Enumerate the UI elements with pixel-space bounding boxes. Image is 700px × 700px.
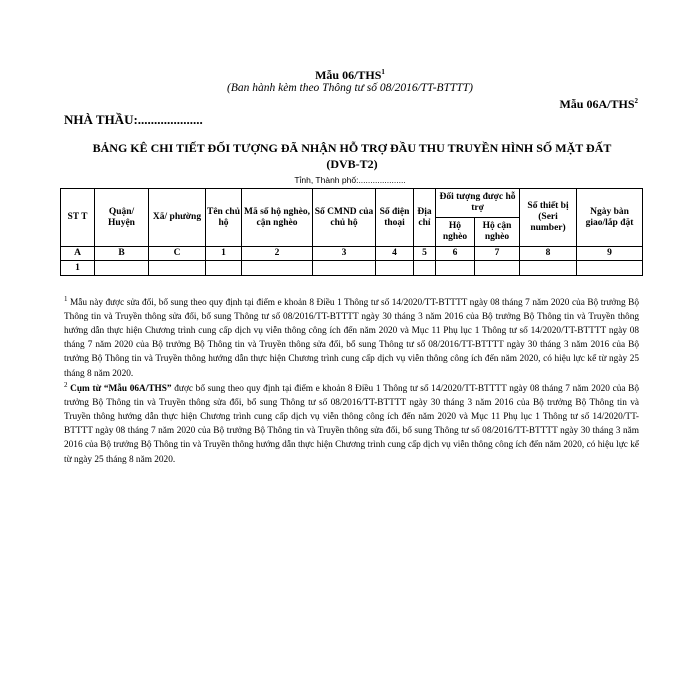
footnote-ref-1: 1 — [381, 68, 385, 76]
col-poor-code: Mã số hộ nghèo, cận nghèo — [242, 189, 313, 247]
col-householder-name: Tên chủ hộ — [206, 189, 242, 247]
code-cell: 2 — [242, 247, 313, 261]
code-cell: B — [95, 247, 149, 261]
form-subtitle: (Ban hành kèm theo Thông tư số 08/2016/TT-BTTTT) — [227, 82, 473, 94]
code-cell: 9 — [577, 247, 643, 261]
table-cell: 1 — [61, 261, 95, 276]
col-ward: Xã/ phường — [149, 189, 206, 247]
col-handover-date: Ngày bàn giao/lắp đặt — [577, 189, 643, 247]
table-cell — [313, 261, 376, 276]
col-id-number: Số CMND của chủ hộ — [313, 189, 376, 247]
table-cell — [475, 261, 520, 276]
footnote-marker-2: 2 — [64, 381, 68, 389]
col-stt: ST T — [61, 189, 95, 247]
table-cell — [414, 261, 436, 276]
col-beneficiary-group: Đối tượng được hỗ trợ — [436, 189, 520, 218]
code-cell: 1 — [206, 247, 242, 261]
form-code-text: Mẫu 06/THS — [315, 68, 382, 82]
contractor-label: NHÀ THẦU:.................... — [64, 112, 203, 127]
code-cell: 3 — [313, 247, 376, 261]
code-cell: 6 — [436, 247, 475, 261]
code-cell: 7 — [475, 247, 520, 261]
col-phone: Số điện thoại — [376, 189, 414, 247]
detail-table — [60, 188, 643, 276]
code-cell: 4 — [376, 247, 414, 261]
table-header-row — [61, 189, 643, 218]
province-label: Tỉnh, Thành phố:.................... — [294, 175, 406, 185]
table-cell — [95, 261, 149, 276]
table-cell — [376, 261, 414, 276]
form-code-title — [0, 68, 700, 83]
table-cell — [149, 261, 206, 276]
table-cell — [520, 261, 577, 276]
main-title-line2: (DVB-T2) — [326, 157, 378, 171]
code-cell: A — [61, 247, 95, 261]
form-code-right-text: Mẫu 06A/THS — [559, 97, 635, 111]
footnote-marker-1: 1 — [64, 295, 68, 303]
table-cell — [206, 261, 242, 276]
footnote-2-lead: Cụm từ “Mẫu 06A/THS” — [67, 384, 172, 395]
footnote-1-text: Mẫu này được sửa đổi, bổ sung theo quy định tại điểm e khoản 8 Điều 1 Thông tư số 14/2020/TT-BTTTT ngày 08 tháng 7 năm 2020 của Bộ trưởng Bộ Thông tin và Truyền thông sửa đổi, bổ sung Thông tư số 08/2016/TT-BTTTT ngày 30 tháng 3 năm 2016 của Bộ trưởng Bộ Thông tin và Truyền thông hướng dẫn thực hiện Chương trình cung cấp dịch vụ viễn thông công ích đến năm 2020 và Mục 11 Phụ lục 1 Thông tư số 14/2020/TT-BTTTT ngày 08 tháng 7 năm 2020 của Bộ trưởng Bộ Thông tin và Truyền thông sửa đổi, bổ sung Thông tư số 08/2016/TT-BTTTT ngày 30 tháng 3 năm 2016 của Bộ trưởng Bộ Thông tin và Truyền thông hướng dẫn thực hiện Chương trình cung cấp dịch vụ viễn thông công ích đến năm 2020, có hiệu lực kể từ ngày 25 tháng 8 năm 2020. — [64, 298, 639, 379]
main-title-line1: BẢNG KÊ CHI TIẾT ĐỐI TƯỢNG ĐÃ NHẬN HỖ TRỢ ĐẦU THU TRUYỀN HÌNH SỐ MẶT ĐẤT — [92, 141, 612, 155]
main-title — [70, 140, 634, 172]
form-code-right — [559, 97, 638, 112]
col-district: Quận/ Huyện — [95, 189, 149, 247]
code-cell: 8 — [520, 247, 577, 261]
footnote-ref-2: 2 — [634, 97, 638, 105]
code-cell: C — [149, 247, 206, 261]
footnote-1 — [64, 292, 639, 381]
table-cell — [436, 261, 475, 276]
table-cell — [577, 261, 643, 276]
footnote-2-text: được bổ sung theo quy định tại điểm e khoản 8 Điều 1 Thông tư số 14/2020/TT-BTTTT ngày 08 tháng 7 năm 2020 của Bộ trưởng Bộ Thông tin và Truyền thông sửa đổi, bổ sung Thông tư số 08/2016/TT-BTTTT ngày 30 tháng 3 năm 2016 của Bộ trưởng Bộ Thông tin và Truyền thông hướng dẫn thực hiện Chương trình cung cấp dịch vụ viễn thông công ích đến năm 2020 và Mục 11 Phụ lục 1 Thông tư số 14/2020/TT-BTTTT ngày 08 tháng 7 năm 2020 của Bộ trưởng Bộ Thông tin và Truyền thông sửa đổi, bổ sung Thông tư số 08/2016/TT-BTTTT ngày 30 tháng 3 năm 2016 của Bộ trưởng Bộ Thông tin và Truyền thông hướng dẫn thực hiện Chương trình cung cấp dịch vụ viễn thông công ích đến năm 2020, có hiệu lực kể từ ngày 25 tháng 8 năm 2020. — [64, 384, 639, 465]
footnote-2 — [64, 378, 639, 467]
col-near-poor-household: Hộ cận nghèo — [475, 218, 520, 247]
table-code-row — [61, 247, 643, 261]
table-row — [61, 261, 643, 276]
code-cell: 5 — [414, 247, 436, 261]
col-address: Địa chỉ — [414, 189, 436, 247]
col-poor-household: Hộ nghèo — [436, 218, 475, 247]
col-device-serial: Số thiết bị (Seri number) — [520, 189, 577, 247]
table-cell — [242, 261, 313, 276]
